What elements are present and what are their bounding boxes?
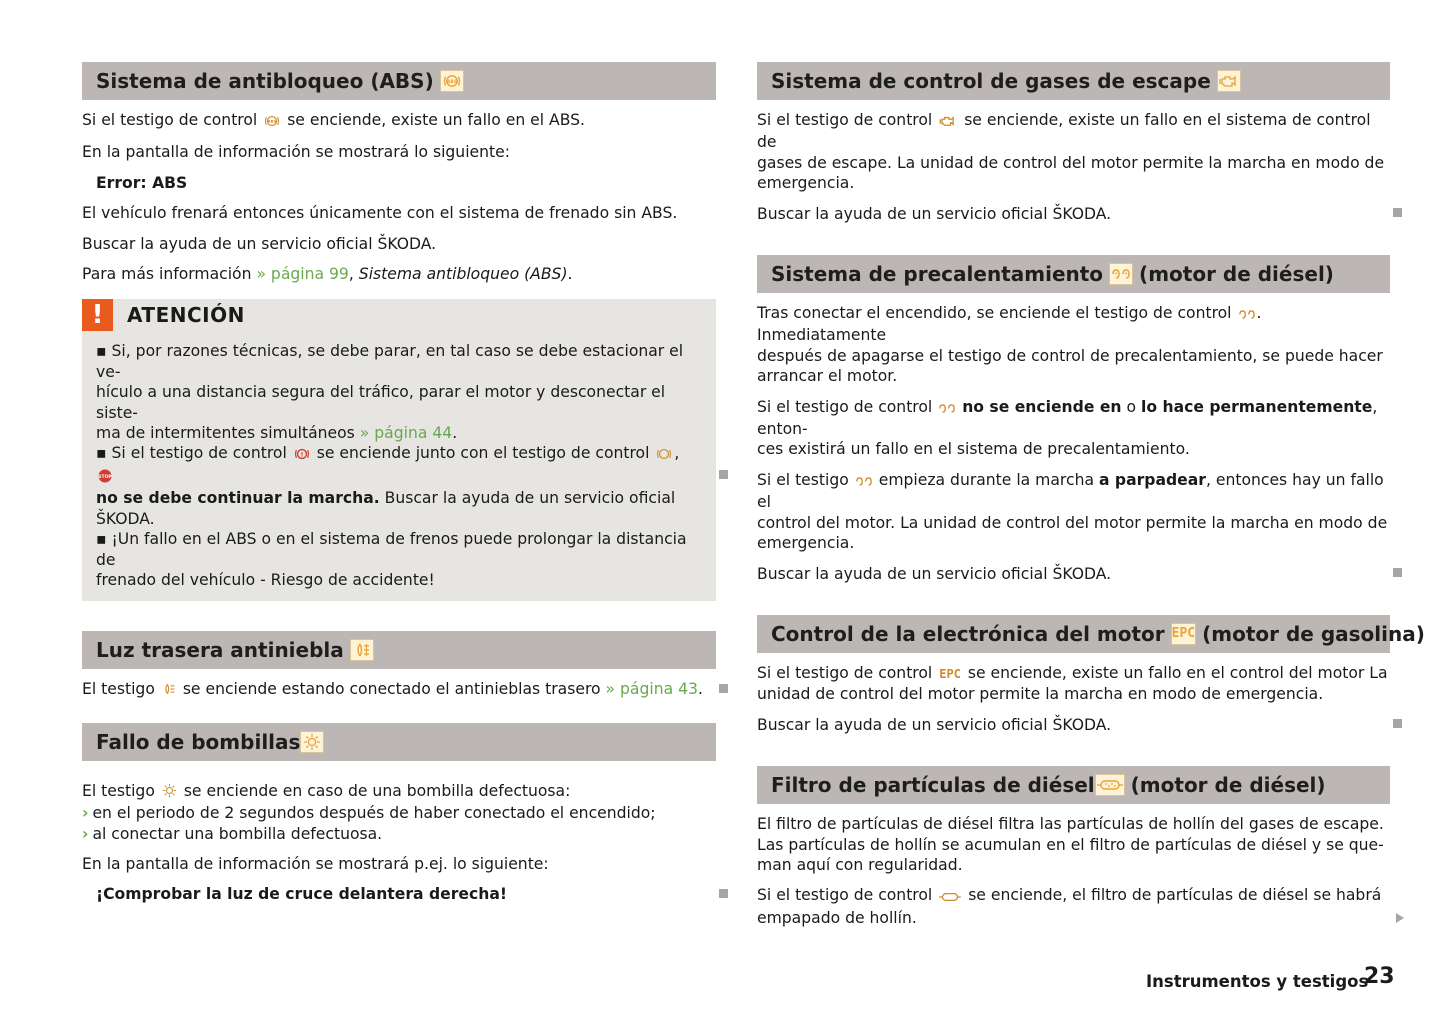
section-title: Sistema de precalentamiento <box>771 261 1104 286</box>
abs-warning-icon <box>440 70 464 92</box>
paragraph-line: ces existirá un fallo en el sistema de precalentamiento. <box>757 440 1190 459</box>
rear-fog-light-icon <box>162 681 176 701</box>
chevron-right-icon: › <box>82 804 89 823</box>
section-end-marker <box>719 889 728 898</box>
paragraph: El testigo se enciende estando conectado el antinieblas trasero » página 43. <box>82 679 716 701</box>
bulb-failure-icon <box>300 731 324 753</box>
section-end-marker <box>719 684 728 693</box>
paragraph-line: Las partículas de hollín se acumulan en el filtro de partículas de diésel y se que- <box>757 835 1384 854</box>
list-item: › en el periodo de 2 segundos después de haber conectado el encendido; <box>82 804 656 823</box>
paragraph-line: unidad de control del motor permite la marcha en modo de emergencia. <box>757 685 1324 704</box>
paragraph-line: control del motor. La unidad de control del motor permite la marcha en modo de <box>757 513 1388 532</box>
engine-check-icon <box>1217 70 1241 92</box>
exclamation-icon: ! <box>82 299 113 331</box>
warning-item: ▪ Si, por razones técnicas, se debe parar, en tal caso se debe estacionar el ve- <box>96 342 684 381</box>
paragraph-line: emergencia. <box>757 174 855 193</box>
warning-box <box>82 299 716 601</box>
section-title: Sistema de control de gases de escape <box>771 68 1211 93</box>
paragraph: Si el testigo de control no se enciende en o lo hace permanentemente, enton- <box>757 397 1378 439</box>
abs-warning-icon <box>656 445 672 465</box>
section-title: Luz trasera antiniebla <box>96 638 344 663</box>
section-title: Fallo de bombillas <box>96 729 301 754</box>
section-header-dpf <box>757 766 1390 804</box>
paragraph-line: man aquí con regularidad. <box>757 855 963 874</box>
warning-title: ATENCIÓN <box>127 303 245 328</box>
rear-fog-light-icon <box>350 639 374 661</box>
paragraph-line: arrancar el motor. <box>757 367 898 386</box>
section-title-suffix: (motor de gasolina) <box>1202 621 1425 646</box>
paragraph: Si el testigo de control se enciende, existe un fallo en el sistema de control de <box>757 111 1371 152</box>
page-link[interactable]: » página 44 <box>359 424 453 443</box>
glow-plug-icon <box>1109 263 1133 285</box>
section-title-suffix: (motor de diésel) <box>1139 261 1334 286</box>
section-header-abs <box>82 62 716 100</box>
list-item: › al conectar una bombilla defectuosa. <box>82 824 383 843</box>
engine-check-icon <box>939 112 957 132</box>
paragraph: En la pantalla de información se mostrará lo siguiente: <box>82 143 510 162</box>
section-title-suffix: (motor de diésel) <box>1130 772 1326 797</box>
section-header-glow <box>757 255 1390 293</box>
right-column <box>757 62 1425 928</box>
paragraph: Si el testigo de control EPC se enciende, existe un fallo en el control del motor La <box>757 663 1390 684</box>
section-title: Filtro de partículas de diésel <box>771 772 1095 797</box>
continue-arrow-icon <box>1396 913 1404 923</box>
paragraph-line: gases de escape. La unidad de control del motor permite la marcha en modo de <box>757 153 1385 172</box>
warning-line: hículo a una distancia segura del tráfico, parar el motor y desconectar el siste- <box>96 383 666 422</box>
section-header-bulbs <box>82 723 716 761</box>
page-link[interactable]: » página 43 <box>605 680 698 699</box>
glow-plug-icon <box>1239 305 1255 325</box>
page-link[interactable]: » página 99 <box>256 265 349 284</box>
paragraph: En la pantalla de información se mostrará p.ej. lo siguiente: <box>82 854 549 873</box>
svg-text:!: ! <box>300 451 304 459</box>
paragraph: El testigo se enciende en caso de una bombilla defectuosa: <box>82 781 716 803</box>
paragraph: Buscar la ayuda de un servicio oficial ŠKODA. <box>757 715 1390 735</box>
svg-text:STOP: STOP <box>98 474 112 480</box>
display-message: Error: ABS <box>96 173 188 192</box>
section-header-fog <box>82 631 716 669</box>
warning-body <box>96 341 698 590</box>
section-header-exhaust <box>757 62 1390 100</box>
brake-warning-icon <box>294 445 310 465</box>
paragraph: Para más información » página 99, Sistema antibloqueo (ABS). <box>82 265 573 284</box>
section-end-marker <box>719 470 728 479</box>
epc-icon: EPC <box>1171 623 1196 645</box>
stop-icon <box>98 468 112 488</box>
glow-plug-icon <box>939 399 955 419</box>
paragraph: Buscar la ayuda de un servicio oficial ŠKODA. <box>757 204 1390 224</box>
section-end-marker <box>1393 719 1402 728</box>
warning-line: ma de intermitentes simultáneos » página 44. <box>96 424 458 443</box>
section-header-epc <box>757 615 1425 653</box>
svg-text:ABS: ABS <box>446 80 457 85</box>
page-number: 23 <box>1364 964 1395 989</box>
section-end-marker <box>1393 208 1402 217</box>
paragraph: Si el testigo de control ABS se enciende, existe un fallo en el ABS. <box>82 110 716 132</box>
paragraph: Buscar la ayuda de un servicio oficial ŠKODA. <box>82 234 437 253</box>
paragraph-line: después de apagarse el testigo de control de precalentamiento, se puede hacer <box>757 346 1383 365</box>
paragraph: Tras conectar el encendido, se enciende el testigo de control . Inmediatamente <box>757 304 1262 345</box>
section-title: Control de la electrónica del motor <box>771 621 1165 646</box>
paragraph: El filtro de partículas de diésel filtra las partículas de hollín del gases de escape. <box>757 815 1384 834</box>
paragraph-line: emergencia. <box>757 534 855 553</box>
glow-plug-icon <box>856 472 872 492</box>
svg-text:ABS: ABS <box>267 118 277 124</box>
diesel-particle-filter-icon <box>939 887 961 907</box>
paragraph: Si el testigo de control se enciende, el filtro de partículas de diésel se habrá <box>757 885 1390 907</box>
paragraph: Si el testigo empieza durante la marcha a parpadear, entonces hay un fallo el <box>757 470 1384 512</box>
warning-line: no se debe continuar la marcha. Buscar la ayuda de un servicio oficial ŠKODA. <box>96 489 676 528</box>
bulb-failure-icon <box>162 783 177 803</box>
paragraph: El vehículo frenará entonces únicamente con el sistema de frenado sin ABS. <box>82 204 678 223</box>
warning-line: frenado del vehículo - Riesgo de accidente! <box>96 570 435 589</box>
diesel-particle-filter-icon <box>1095 774 1125 796</box>
left-column <box>82 62 716 905</box>
warning-item: ▪ Si el testigo de control ! se enciende junto con el testigo de control , STOP <box>96 443 698 488</box>
footer-section-title: Instrumentos y testigos <box>1146 972 1369 991</box>
warning-header <box>82 299 698 331</box>
epc-icon: EPC <box>939 666 961 681</box>
section-end-marker <box>1393 568 1402 577</box>
paragraph-line: empapado de hollín. <box>757 908 1390 928</box>
warning-item: ▪ ¡Un fallo en el ABS o en el sistema de frenos puede prolongar la distancia de <box>96 530 687 569</box>
abs-warning-icon <box>264 112 280 132</box>
display-message: ¡Comprobar la luz de cruce delantera derecha! <box>82 884 716 904</box>
section-title: Sistema de antibloqueo (ABS) <box>96 68 434 93</box>
chevron-right-icon: › <box>82 824 89 843</box>
paragraph: Buscar la ayuda de un servicio oficial ŠKODA. <box>757 564 1390 584</box>
